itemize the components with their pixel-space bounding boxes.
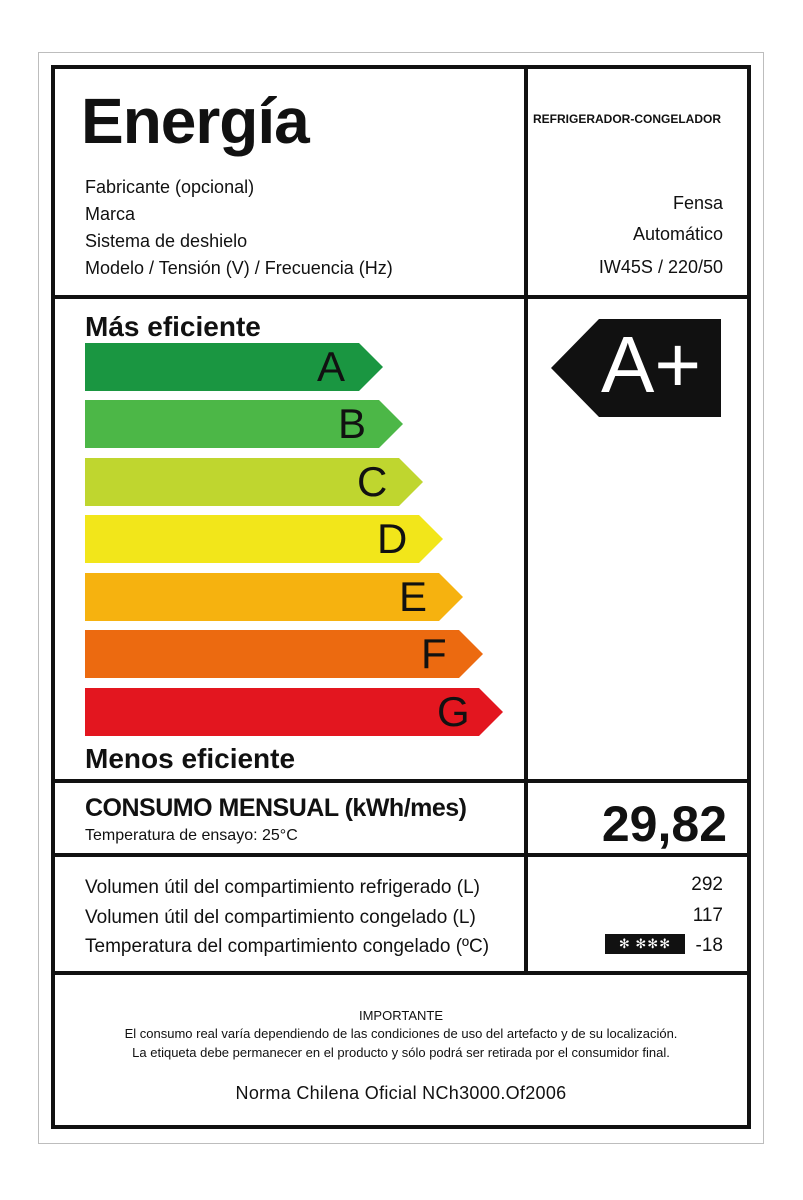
field-label-model: Modelo / Tensión (V) / Frecuencia (Hz) <box>85 258 393 278</box>
important-line-1: El consumo real varía dependiendo de las condiciones de uso del artefacto y de su localización. <box>124 1026 678 1041</box>
volume-refrigerated-value: 292 <box>691 874 723 895</box>
volume-frozen-value: 117 <box>692 905 723 926</box>
efficiency-bar-b <box>85 400 403 448</box>
field-value-defrost: Automático <box>632 224 723 244</box>
field-label-defrost: Sistema de deshielo <box>85 231 248 251</box>
field-value-brand: Fensa <box>672 193 723 213</box>
consumption-value: 29,82 <box>601 796 727 852</box>
bar-letter: B <box>338 400 367 447</box>
volume-refrigerated-label: Volumen útil del compartimiento refrigerado (L) <box>85 877 480 898</box>
column-divider <box>524 857 528 971</box>
efficiency-bar-g <box>85 688 503 736</box>
efficiency-rating-arrow <box>551 319 721 422</box>
bar-letter: G <box>437 688 470 735</box>
divider-consumption <box>55 853 747 857</box>
bar-letter: E <box>399 573 428 620</box>
freezer-temperature-label: Temperatura del compartimiento congelado (ºC) <box>85 936 490 957</box>
test-temperature: Temperatura de ensayo: 25°C <box>85 827 298 844</box>
freezer-temperature-value: -18 <box>695 935 723 956</box>
norma-reference: Norma Chilena Oficial NCh3000.Of2006 <box>235 1083 567 1103</box>
freezer-star-rating-icon: ✻ ✻✻✻ <box>605 934 685 954</box>
efficiency-bar-d <box>85 515 443 563</box>
efficiency-rating: A+ <box>601 320 702 409</box>
volume-frozen-label: Volumen útil del compartimiento congelado (L) <box>85 907 476 928</box>
consumption-title: CONSUMO MENSUAL (kWh/mes) <box>85 794 467 822</box>
efficiency-bar-e <box>85 573 463 621</box>
bar-letter: F <box>421 630 447 677</box>
appliance-category: REFRIGERADOR-CONGELADOR <box>533 112 721 126</box>
field-label-manufacturer: Fabricante (opcional) <box>85 177 255 197</box>
divider-header <box>55 295 747 299</box>
field-label-brand: Marca <box>85 204 136 224</box>
column-divider <box>524 299 528 779</box>
important-line-2: La etiqueta debe permanecer en el producto y sólo podrá ser retirada por el consumidor final. <box>132 1045 670 1060</box>
divider-efficiency <box>55 779 747 783</box>
less-efficient-label: Menos eficiente <box>85 743 296 774</box>
field-value-model: IW45S / 220/50 <box>598 257 723 277</box>
efficiency-bar-c <box>85 458 423 506</box>
bar-letter: C <box>357 458 388 505</box>
column-divider <box>524 783 528 853</box>
efficiency-bar-a <box>85 343 383 391</box>
column-divider <box>524 69 528 295</box>
bar-letter: A <box>317 343 346 390</box>
important-title: IMPORTANTE <box>358 1008 444 1023</box>
energy-label <box>51 65 751 1129</box>
efficiency-bar-f <box>85 630 483 678</box>
bar-letter: D <box>377 515 408 562</box>
more-efficient-label: Más eficiente <box>85 311 261 342</box>
label-title: Energía <box>81 85 309 157</box>
divider-volumes <box>55 971 747 975</box>
